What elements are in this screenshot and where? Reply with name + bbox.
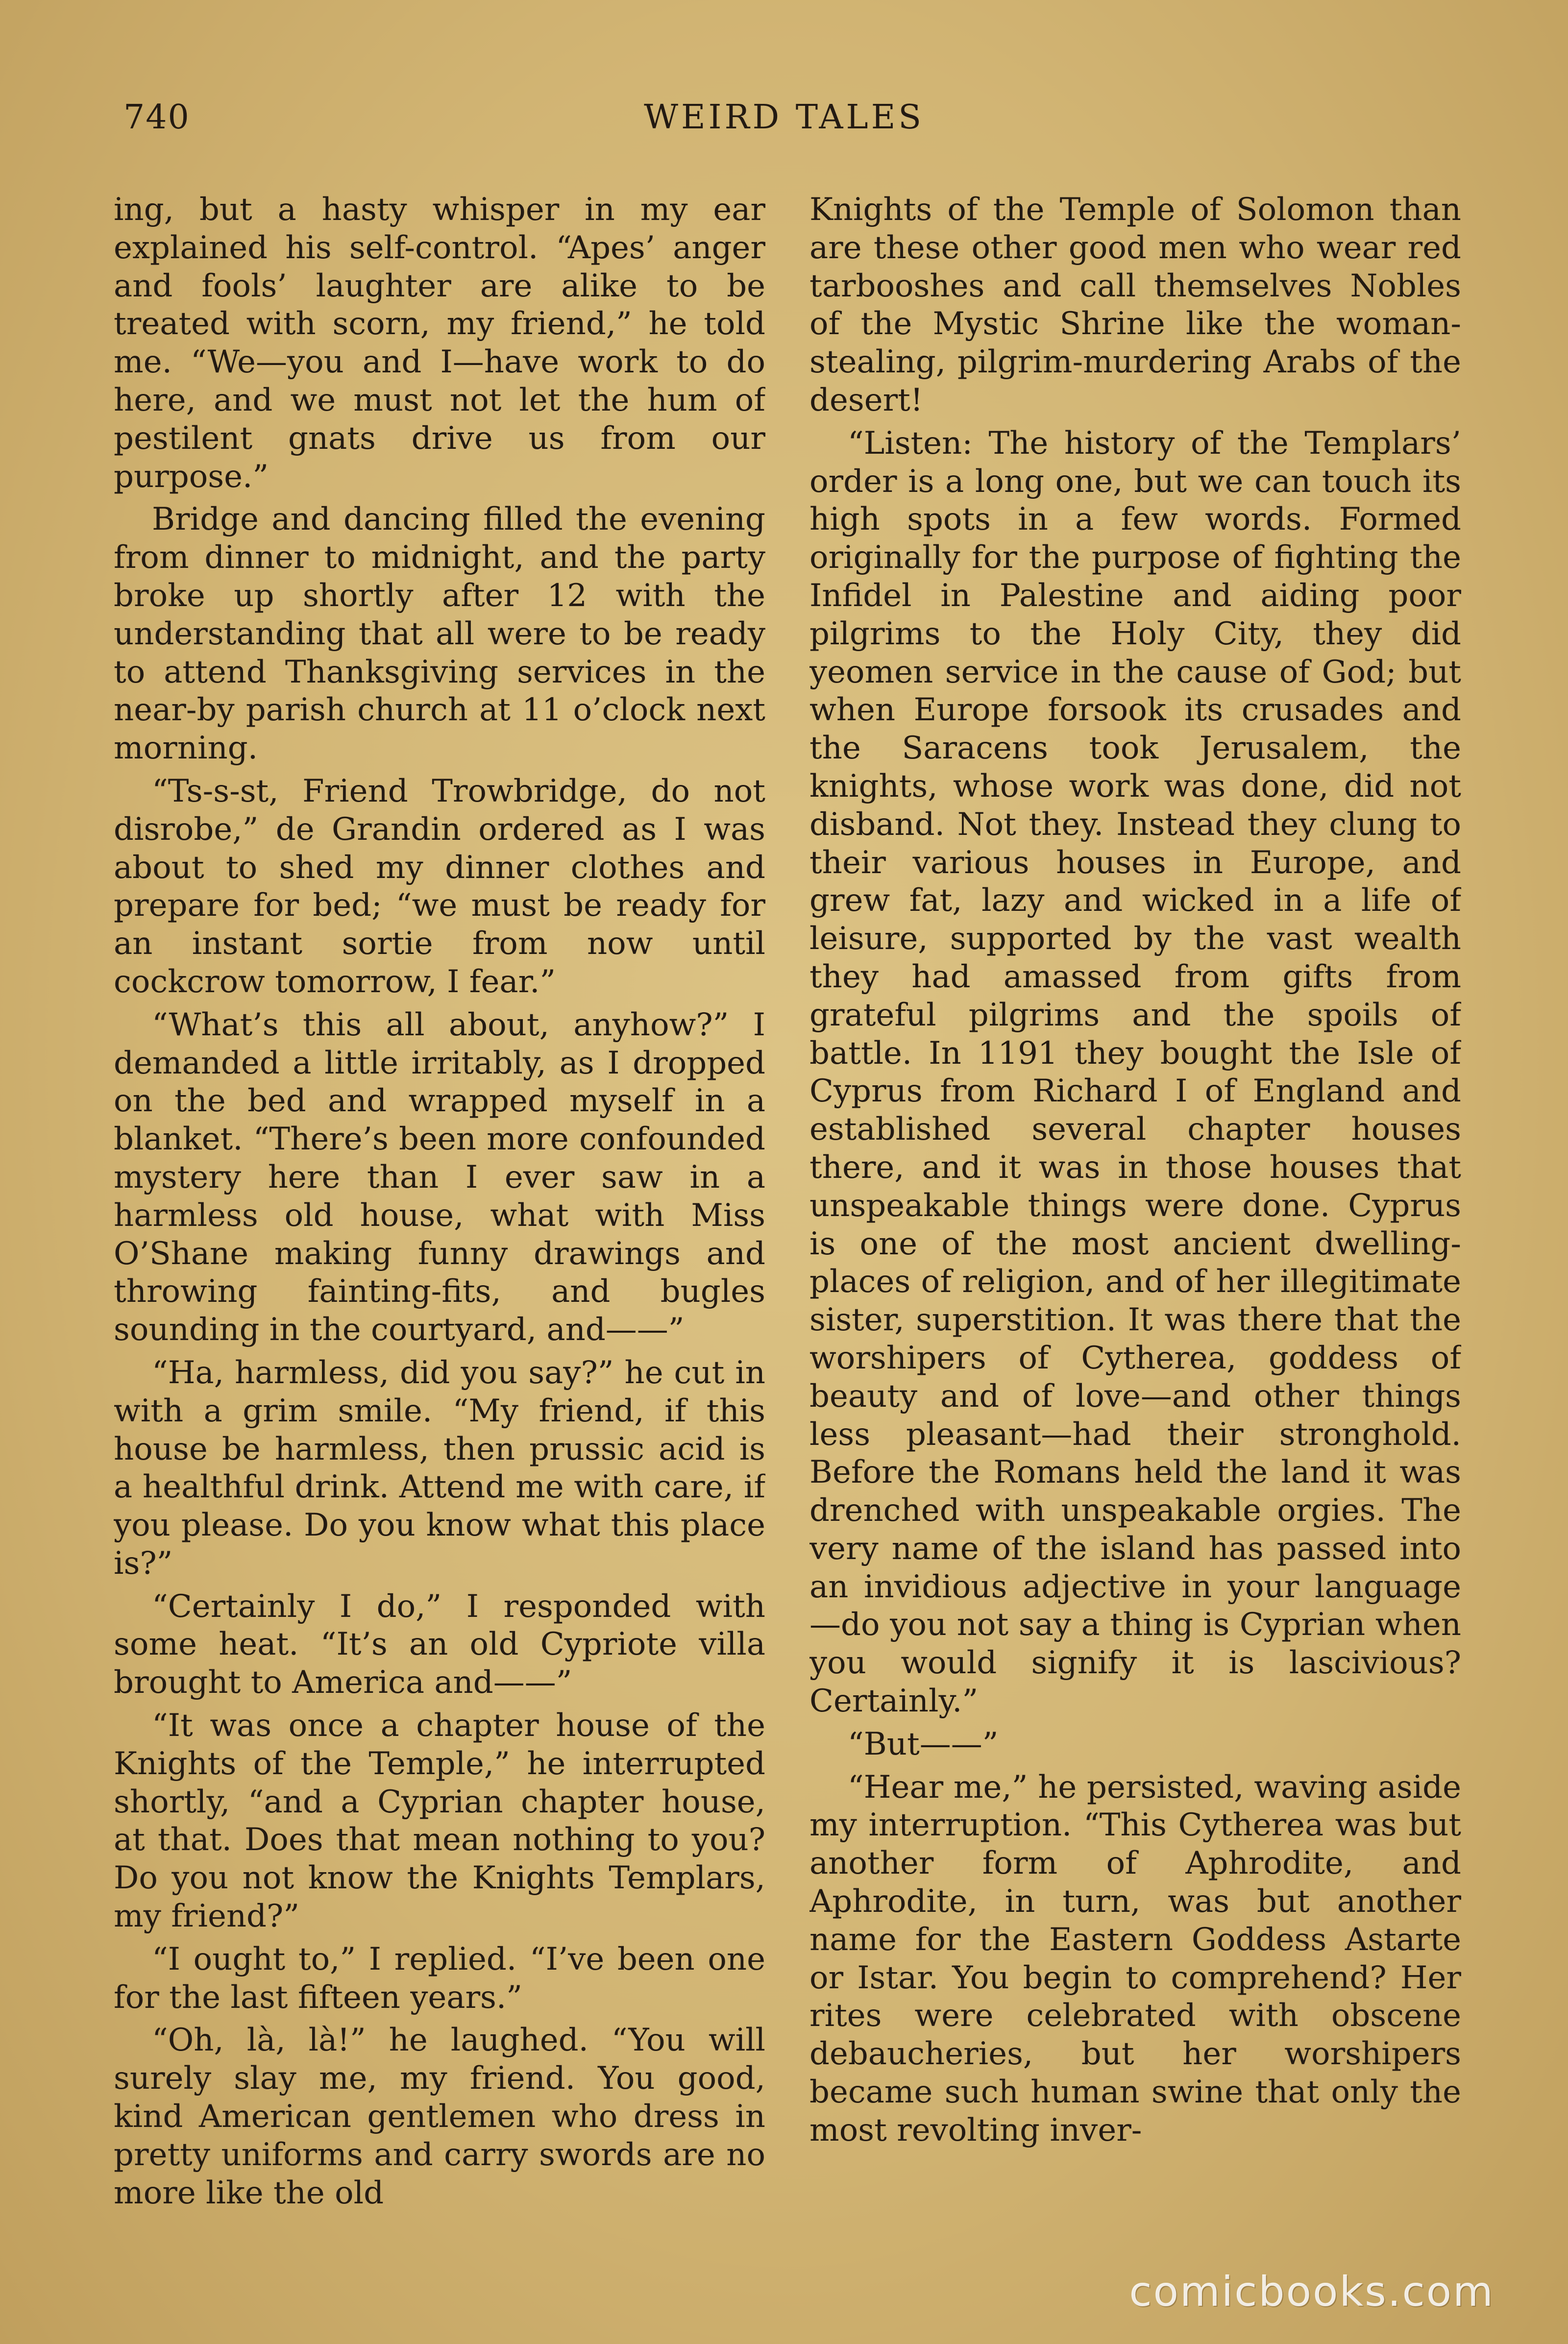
paragraph: Knights of the Temple of Solomon than are these other good men who wear red tarbooshes and call themselves Nobles of the Mystic Shrine like the woman-stealing, pilgrim-murdering Arabs of the desert! xyxy=(809,192,1461,418)
page-number: 740 xyxy=(123,98,190,137)
paragraph: “Hear me,” he persisted, waving aside my interruption. “This Cytherea was but another form of Aphrodite, and Aphrodite, in turn, was but another name for the Eastern Goddess Astarte or Istar. You begin to comprehend? Her rites were celebrated with obscene debaucheries, but her worshipers became such human swine that only the most revolting inver- xyxy=(809,1769,1461,2149)
left-column xyxy=(114,191,765,2269)
paragraph: ing, but a hasty whisper in my ear explained his self-control. “Apes’ anger and fools’ laughter are alike to be treated with scorn, my friend,” he told me. “We—you and I—have work to do here, and we must not let the hum of pestilent gnats drive us from our purpose.” xyxy=(114,192,765,495)
paragraph: “Ts-s-st, Friend Trowbridge, do not disrobe,” de Grandin ordered as I was about to shed my dinner clothes and prepare for bed; “we must be ready for an instant sortie from now until cockcrow tomorrow, I fear.” xyxy=(114,773,765,1000)
paragraph: “I ought to,” I replied. “I’ve been one for the last fifteen years.” xyxy=(114,1941,765,2016)
right-column xyxy=(809,191,1461,2269)
paragraph: “It was once a chapter house of the Knights of the Temple,” he interrupted shortly, “and a Cyprian chapter house, at that. Does that mean nothing to you? Do you not know the Knights Templars, my friend?” xyxy=(114,1708,765,1935)
paragraph: “Ha, harmless, did you say?” he cut in with a grim smile. “My friend, if this house be harmless, then prussic acid is a healthful drink. Attend me with care, if you please. Do you know what this place is?” xyxy=(114,1354,765,1582)
running-title: WEIRD TALES xyxy=(644,98,924,137)
paragraph: “Oh, là, là!” he laughed. “You will surely slay me, my friend. You good, kind American gentlemen who dress in pretty uniforms and carry swords are no more like the old xyxy=(114,2022,765,2211)
paragraph: “Certainly I do,” I responded with some heat. “It’s an old Cypriote villa brought to America and——” xyxy=(114,1588,765,1701)
paragraph: “But——” xyxy=(848,1726,999,1762)
page-header xyxy=(0,98,1568,157)
paragraph: Bridge and dancing filled the evening from dinner to midnight, and the party broke up shortly after 12 with the understanding that all were to be ready to attend Thanksgiving services in the near-by parish church at 11 o’clock next morning. xyxy=(114,501,765,767)
paragraph: “What’s this all about, anyhow?” I demanded a little irritably, as I dropped on the bed and wrapped myself in a blanket. “There’s been more confounded mystery here than I ever saw in a harmless old house, what with Miss O’Shane making funny drawings and throwing fainting-fits, and bugles sounding in the courtyard, and——” xyxy=(114,1006,765,1348)
paragraph: “Listen: The history of the Templars’ order is a long one, but we can touch its high spots in a few words. Formed originally for the purpose of fighting the Infidel in Palestine and aiding poor pilgrims to the Holy City, they did yeomen service in the cause of God; but when Europe forsook its crusades and the Saracens took Jerusalem, the knights, whose work was done, did not disband. Not they. Instead they clung to their various houses in Europe, and grew fat, lazy and wicked in a life of leisure, supported by the vast wealth they had amassed from gifts from grateful pilgrims and the spoils of battle. In 1191 they bought the Isle of Cyprus from Richard I of England and established several chapter houses there, and it was in those houses that unspeakable things were done. Cyprus is one of the most ancient dwelling-places of religion, and of her illegitimate sister, superstition. It was there that the worshipers of Cytherea, goddess of beauty and of love—and other things less pleasant—had their stronghold. Before the Romans held the land it was drenched with unspeakable orgies. The very name of the island has passed into an invidious adjective in your language—do you not say a thing is Cyprian when you would signify it is lascivious? Certainly.” xyxy=(809,425,1461,1720)
watermark: comicbooks.com xyxy=(1129,2268,1494,2316)
